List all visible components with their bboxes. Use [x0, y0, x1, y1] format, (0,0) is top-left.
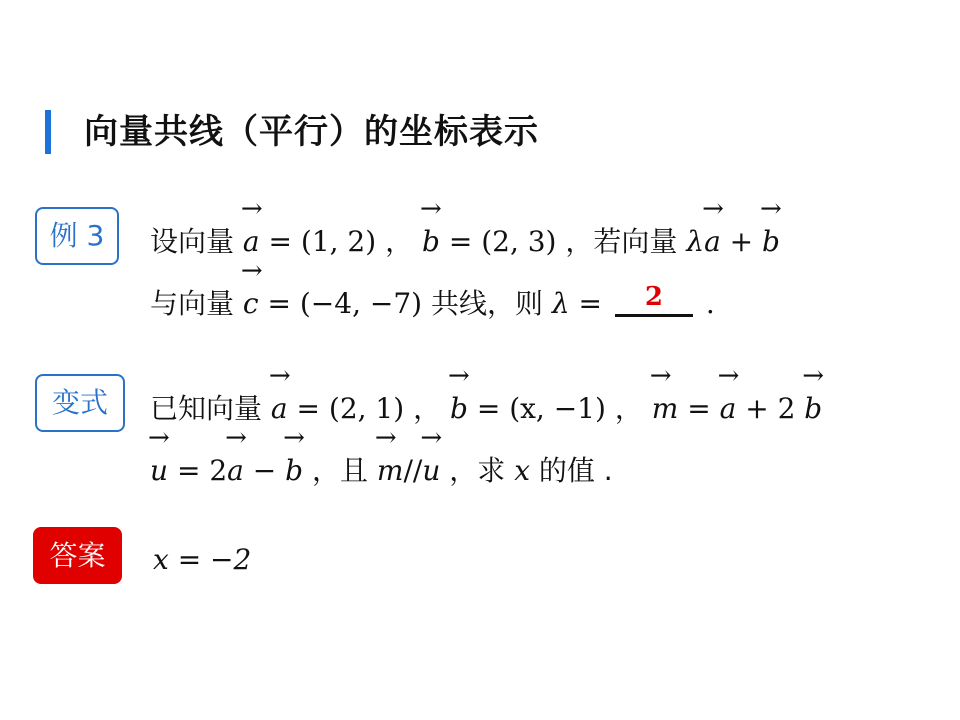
vector-b: → b	[804, 385, 822, 429]
separator: ，	[614, 392, 643, 425]
separator: ，	[385, 225, 414, 258]
minus-sign: −	[252, 454, 277, 487]
answer-blank	[615, 282, 693, 317]
plus-two: + 2	[745, 392, 796, 425]
vector-c-value: = (−4, −7)	[267, 287, 423, 320]
answer-text	[153, 540, 251, 580]
text-segment: 已知向量	[150, 392, 263, 425]
vector-b: → b	[450, 385, 468, 429]
blank-answer: 2	[644, 282, 663, 312]
separator: ，	[413, 392, 442, 425]
example-label: 例 3	[35, 207, 119, 265]
vector-b-value: = (2, 3)	[448, 225, 557, 258]
text-segment: 的值 .	[538, 454, 613, 487]
vector-u: → u	[150, 447, 168, 491]
vector-a-value: = (2, 1)	[296, 392, 405, 425]
lambda-symbol: λ	[686, 225, 705, 258]
text-segment: ，求	[449, 454, 506, 487]
variable-x: x	[514, 454, 530, 487]
example-line-2	[150, 280, 715, 324]
vector-a: → a	[243, 218, 260, 262]
vector-a: → a	[720, 385, 737, 429]
text-segment: ，若向量	[565, 225, 678, 258]
slide-title: 向量共线（平行）的坐标表示	[84, 112, 539, 152]
variant-label: 变式	[35, 374, 125, 432]
parallel-symbol: //	[403, 454, 423, 487]
text-segment: 与向量	[150, 287, 235, 320]
variant-line-2	[150, 447, 613, 491]
vector-b: → b	[422, 218, 440, 262]
vector-c: → c	[243, 280, 259, 324]
lambda-equation: λ =	[551, 287, 603, 320]
equals-sign: =	[687, 392, 711, 425]
vector-m: → m	[377, 447, 404, 491]
variant-line-1	[150, 385, 822, 429]
title-accent-bar	[45, 110, 51, 154]
vector-a: → a	[704, 218, 721, 262]
period: .	[705, 287, 715, 320]
vector-u: → u	[422, 447, 440, 491]
equals-two: = 2	[176, 454, 228, 487]
text-segment: ，且	[311, 454, 368, 487]
vector-m: → m	[652, 385, 679, 429]
vector-a: → a	[271, 385, 288, 429]
vector-a-value: = (1, 2)	[268, 225, 377, 258]
plus-sign: +	[729, 225, 754, 258]
text-segment: 共线，则	[430, 287, 543, 320]
vector-a: → a	[227, 447, 244, 491]
vector-b: → b	[285, 447, 303, 491]
blank-underline	[615, 314, 693, 317]
answer-label: 答案	[33, 527, 122, 584]
vector-b: → b	[762, 218, 780, 262]
text-segment: 设向量	[150, 225, 235, 258]
vector-b-value: = (x, −1)	[476, 392, 606, 425]
answer-equation: x = −2	[153, 543, 252, 576]
